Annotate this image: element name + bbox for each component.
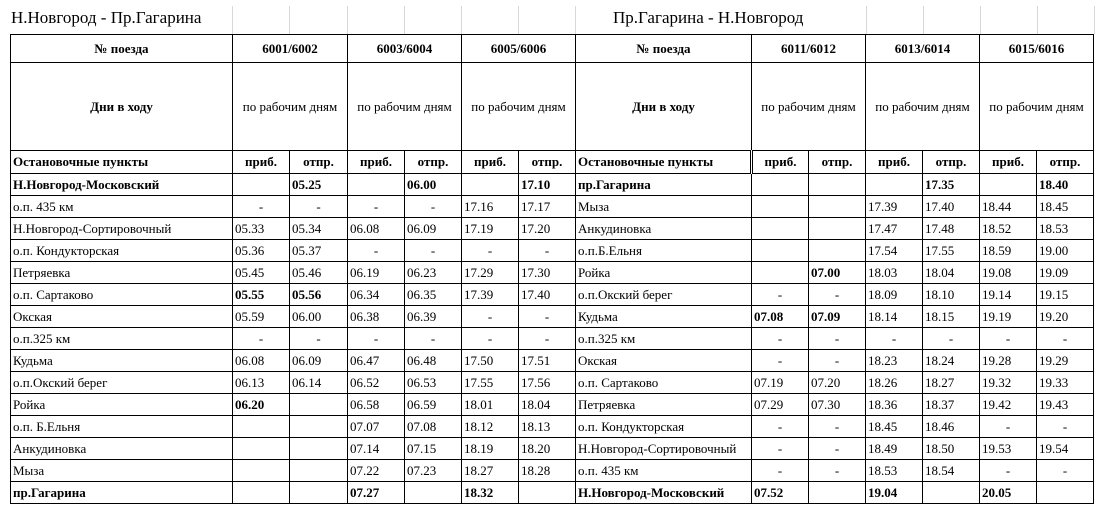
stops-header-row [11, 151, 1094, 174]
arrival-time [233, 174, 290, 196]
arrival-time: 07.27 [348, 482, 405, 504]
timetable-row [11, 350, 1094, 372]
arrival-time [233, 416, 290, 438]
train-number-row [11, 35, 1094, 63]
departure-time: 06.00 [405, 174, 462, 196]
arrival-time: 06.58 [348, 394, 405, 416]
arrival-time: 18.12 [462, 416, 519, 438]
departure-time: 19.09 [1037, 262, 1094, 284]
departure-time: 17.20 [519, 218, 576, 240]
arrival-time: 19.28 [980, 350, 1037, 372]
arrival-time: 18.01 [462, 394, 519, 416]
arrival-time: 06.19 [348, 262, 405, 284]
arrival-time [752, 240, 809, 262]
departure-time: 18.50 [923, 438, 980, 460]
departure-time: 18.20 [519, 438, 576, 460]
train-number: 6015/6016 [980, 35, 1094, 63]
departure-time [290, 394, 348, 416]
departure-time: - [809, 460, 866, 482]
arrival-time [348, 174, 405, 196]
arrival-time [233, 438, 290, 460]
arrival-time [752, 174, 809, 196]
departure-time: - [405, 196, 462, 218]
departure-time: 07.15 [405, 438, 462, 460]
arrival-time: 06.13 [233, 372, 290, 394]
station-name: Анкудиновка [576, 218, 752, 240]
departure-time: 06.53 [405, 372, 462, 394]
departure-time: 06.00 [290, 306, 348, 328]
departure-time: - [809, 350, 866, 372]
departure-time: 17.30 [519, 262, 576, 284]
arrival-time: 19.14 [980, 284, 1037, 306]
sheet-gridline [1037, 6, 1038, 34]
departure-time: - [519, 240, 576, 262]
arrival-time: 17.19 [462, 218, 519, 240]
arr-header: приб. [348, 151, 405, 174]
arrival-time: 19.42 [980, 394, 1037, 416]
arrival-time: 06.38 [348, 306, 405, 328]
arrival-time: - [752, 328, 809, 350]
arrival-time: 18.14 [866, 306, 923, 328]
title-left: Н.Новгород - Пр.Гагарина [11, 8, 202, 27]
departure-time: 17.56 [519, 372, 576, 394]
arrival-time: 18.26 [866, 372, 923, 394]
arrival-time: - [348, 196, 405, 218]
station-name: Окская [576, 350, 752, 372]
arrival-time: 17.39 [462, 284, 519, 306]
arrival-time: 18.44 [980, 196, 1037, 218]
departure-time: 18.04 [923, 262, 980, 284]
station-name: Мыза [11, 460, 233, 482]
station-name: Кудьма [11, 350, 233, 372]
arrival-time: 18.36 [866, 394, 923, 416]
departure-time: 18.04 [519, 394, 576, 416]
departure-time: 05.34 [290, 218, 348, 240]
station-name: о.п.Окский берег [576, 284, 752, 306]
station-name: о.п.Б.Ельня [576, 240, 752, 262]
running-days-label: Дни в ходу [11, 63, 233, 151]
departure-time: 18.10 [923, 284, 980, 306]
station-name: Ройка [11, 394, 233, 416]
departure-time: 19.15 [1037, 284, 1094, 306]
departure-time: 18.24 [923, 350, 980, 372]
arrival-time: 17.47 [866, 218, 923, 240]
station-name: о.п. Б.Ельня [11, 416, 233, 438]
departure-time: 19.29 [1037, 350, 1094, 372]
train-number: 6013/6014 [866, 35, 980, 63]
arrival-time: - [980, 328, 1037, 350]
departure-time: 06.23 [405, 262, 462, 284]
departure-time [923, 482, 980, 504]
sheet-gridline [1094, 6, 1095, 34]
station-name: Окская [11, 306, 233, 328]
sheet-gridline [347, 6, 348, 34]
timetable-row [11, 438, 1094, 460]
arrival-time: - [462, 328, 519, 350]
station-name: Петряевка [576, 394, 752, 416]
departure-time [809, 218, 866, 240]
departure-time: 17.55 [923, 240, 980, 262]
departure-time: 07.08 [405, 416, 462, 438]
dep-header: отпр. [809, 151, 866, 174]
train-number: 6011/6012 [752, 35, 866, 63]
departure-time [290, 416, 348, 438]
train-number: 6003/6004 [348, 35, 462, 63]
arrival-time: 18.52 [980, 218, 1037, 240]
arr-header: приб. [980, 151, 1037, 174]
arrival-time: 06.52 [348, 372, 405, 394]
timetable-row [11, 372, 1094, 394]
timetable-row [11, 174, 1094, 196]
arrival-time: - [233, 328, 290, 350]
departure-time: 18.40 [1037, 174, 1094, 196]
running-days: по рабочим дням [980, 63, 1094, 151]
arrival-time [752, 262, 809, 284]
running-days: по рабочим дням [462, 63, 576, 151]
sheet-gridline [980, 6, 981, 34]
arrival-time: - [348, 240, 405, 262]
departure-time [809, 174, 866, 196]
arrival-time [752, 196, 809, 218]
arrival-time: 19.04 [866, 482, 923, 504]
arr-header: приб. [752, 151, 809, 174]
arrival-time: 07.08 [752, 306, 809, 328]
departure-time: 07.00 [809, 262, 866, 284]
departure-time: - [519, 306, 576, 328]
stops-header: Остановочные пункты [576, 151, 752, 174]
departure-time: - [809, 328, 866, 350]
departure-time [519, 482, 576, 504]
arrival-time: 18.32 [462, 482, 519, 504]
running-days: по рабочим дням [752, 63, 866, 151]
departure-time: 18.53 [1037, 218, 1094, 240]
arrival-time: 17.54 [866, 240, 923, 262]
station-name: о.п.325 км [576, 328, 752, 350]
arrival-time: 19.32 [980, 372, 1037, 394]
dep-header: отпр. [405, 151, 462, 174]
arrival-time: 19.08 [980, 262, 1037, 284]
departure-time: 07.09 [809, 306, 866, 328]
departure-time: 19.00 [1037, 240, 1094, 262]
station-name: о.п. Сартаково [576, 372, 752, 394]
departure-time: - [809, 284, 866, 306]
running-days: по рабочим дням [866, 63, 980, 151]
station-name: о.п. 435 км [11, 196, 233, 218]
sheet-gridline [866, 6, 867, 34]
dep-header: отпр. [923, 151, 980, 174]
arrival-time: 07.22 [348, 460, 405, 482]
arrival-time: 17.50 [462, 350, 519, 372]
departure-time: 06.35 [405, 284, 462, 306]
station-name: о.п.325 км [11, 328, 233, 350]
arrival-time: 17.39 [866, 196, 923, 218]
arrival-time: - [980, 460, 1037, 482]
timetable-row [11, 284, 1094, 306]
arrival-time: 17.55 [462, 372, 519, 394]
running-days: по рабочим дням [348, 63, 462, 151]
timetable-row [11, 460, 1094, 482]
train-number: 6001/6002 [233, 35, 348, 63]
sheet-gridline [404, 6, 405, 34]
timetable-row [11, 306, 1094, 328]
arrival-time: 06.20 [233, 394, 290, 416]
arrival-time: 07.29 [752, 394, 809, 416]
dep-header: отпр. [519, 151, 576, 174]
departure-time: - [923, 328, 980, 350]
sheet-gridline [289, 6, 290, 34]
running-days-label: Дни в ходу [576, 63, 752, 151]
arrival-time: - [752, 416, 809, 438]
departure-time: 06.09 [290, 350, 348, 372]
arr-header: приб. [866, 151, 923, 174]
arrival-time: - [752, 438, 809, 460]
arrival-time: - [752, 460, 809, 482]
arrival-time: - [752, 284, 809, 306]
station-name: Н.Новгород-Московский [11, 174, 233, 196]
sheet-gridline [461, 6, 462, 34]
arr-header: приб. [462, 151, 519, 174]
departure-time: 17.35 [923, 174, 980, 196]
departure-time: 19.20 [1037, 306, 1094, 328]
title-right: Пр.Гагарина - Н.Новгород [613, 8, 804, 27]
departure-time: 06.39 [405, 306, 462, 328]
departure-time: 17.48 [923, 218, 980, 240]
departure-time: 06.14 [290, 372, 348, 394]
departure-time: 05.25 [290, 174, 348, 196]
departure-time: - [405, 240, 462, 262]
dep-header: отпр. [290, 151, 348, 174]
arrival-time: 19.53 [980, 438, 1037, 460]
departure-time: - [519, 328, 576, 350]
departure-time [809, 482, 866, 504]
arrival-time: 19.19 [980, 306, 1037, 328]
departure-time [405, 482, 462, 504]
timetable-row [11, 218, 1094, 240]
arrival-time: - [866, 328, 923, 350]
arrival-time: 18.23 [866, 350, 923, 372]
arrival-time: 06.08 [348, 218, 405, 240]
station-name: о.п. Кондукторская [11, 240, 233, 262]
station-name: о.п. Сартаково [11, 284, 233, 306]
arrival-time: 07.14 [348, 438, 405, 460]
departure-time: 06.48 [405, 350, 462, 372]
departure-time: 07.23 [405, 460, 462, 482]
arrival-time: 06.08 [233, 350, 290, 372]
arrival-time: 05.33 [233, 218, 290, 240]
arrival-time: - [233, 196, 290, 218]
departure-time: - [809, 438, 866, 460]
station-name: пр.Гагарина [11, 482, 233, 504]
arrival-time: 07.07 [348, 416, 405, 438]
arrival-time: 17.16 [462, 196, 519, 218]
arrival-time: 07.19 [752, 372, 809, 394]
station-name: Петряевка [11, 262, 233, 284]
arrival-time [462, 174, 519, 196]
arrival-time [233, 460, 290, 482]
arrival-time: 07.52 [752, 482, 809, 504]
arrival-time: 18.49 [866, 438, 923, 460]
departure-time: 17.51 [519, 350, 576, 372]
arrival-time: 20.05 [980, 482, 1037, 504]
departure-time: 19.43 [1037, 394, 1094, 416]
departure-time [290, 482, 348, 504]
departure-time: 18.28 [519, 460, 576, 482]
arrival-time: 18.19 [462, 438, 519, 460]
departure-time [809, 240, 866, 262]
arrival-time: - [980, 416, 1037, 438]
departure-time [809, 196, 866, 218]
arrival-time: 05.36 [233, 240, 290, 262]
arrival-time [233, 482, 290, 504]
station-name: Ройка [576, 262, 752, 284]
departure-time: 18.15 [923, 306, 980, 328]
arrival-time: 18.27 [462, 460, 519, 482]
arr-header: приб. [233, 151, 290, 174]
station-name: Анкудиновка [11, 438, 233, 460]
train-number: 6005/6006 [462, 35, 576, 63]
arrival-time: 18.53 [866, 460, 923, 482]
timetable [10, 34, 1094, 504]
station-name: Кудьма [576, 306, 752, 328]
timetable-row [11, 394, 1094, 416]
departure-time: 18.54 [923, 460, 980, 482]
stops-header: Остановочные пункты [11, 151, 233, 174]
arrival-time: - [348, 328, 405, 350]
timetable-row [11, 328, 1094, 350]
departure-time: 05.46 [290, 262, 348, 284]
station-name: Н.Новгород-Сортировочный [11, 218, 233, 240]
station-name: Н.Новгород-Московский [576, 482, 752, 504]
station-name: о.п. 435 км [576, 460, 752, 482]
departure-time: 18.27 [923, 372, 980, 394]
station-name: Мыза [576, 196, 752, 218]
departure-time: 18.46 [923, 416, 980, 438]
sheet-gridline [232, 6, 233, 34]
departure-time: 07.30 [809, 394, 866, 416]
departure-time: 05.37 [290, 240, 348, 262]
departure-time: 06.09 [405, 218, 462, 240]
timetable-row [11, 262, 1094, 284]
arrival-time: 06.34 [348, 284, 405, 306]
sheet-gridline [575, 6, 576, 34]
station-name: о.п.Окский берег [11, 372, 233, 394]
departure-time: 18.37 [923, 394, 980, 416]
sheet-gridline [518, 6, 519, 34]
arrival-time: 05.55 [233, 284, 290, 306]
departure-time: - [1037, 416, 1094, 438]
departure-time: 05.56 [290, 284, 348, 306]
departure-time: 19.54 [1037, 438, 1094, 460]
departure-time: - [290, 328, 348, 350]
running-days-row [11, 63, 1094, 151]
departure-time: 17.10 [519, 174, 576, 196]
timetable-row [11, 240, 1094, 262]
arrival-time: - [752, 350, 809, 372]
arrival-time: 05.45 [233, 262, 290, 284]
departure-time [290, 438, 348, 460]
running-days: по рабочим дням [233, 63, 348, 151]
train-number-label: № поезда [11, 35, 233, 63]
departure-time [1037, 482, 1094, 504]
departure-time: 17.40 [923, 196, 980, 218]
departure-time: 07.20 [809, 372, 866, 394]
departure-time: 06.59 [405, 394, 462, 416]
departure-time: 17.40 [519, 284, 576, 306]
arrival-time: 17.29 [462, 262, 519, 284]
arrival-time: 05.59 [233, 306, 290, 328]
arrival-time: 18.59 [980, 240, 1037, 262]
arrival-time [752, 218, 809, 240]
sheet-gridline [923, 6, 924, 34]
arrival-time: - [462, 240, 519, 262]
dep-header: отпр. [1037, 151, 1094, 174]
departure-time: - [290, 196, 348, 218]
departure-time: - [1037, 328, 1094, 350]
timetable-row [11, 196, 1094, 218]
departure-time: - [1037, 460, 1094, 482]
departure-time: 17.17 [519, 196, 576, 218]
timetable-row [11, 482, 1094, 504]
departure-time: - [405, 328, 462, 350]
departure-time: - [809, 416, 866, 438]
arrival-time: 18.03 [866, 262, 923, 284]
departure-time: 18.45 [1037, 196, 1094, 218]
station-name: Н.Новгород-Сортировочный [576, 438, 752, 460]
arrival-time: 06.47 [348, 350, 405, 372]
arrival-time: - [462, 306, 519, 328]
departure-time: 18.13 [519, 416, 576, 438]
arrival-time: 18.09 [866, 284, 923, 306]
departure-time: 19.33 [1037, 372, 1094, 394]
arrival-time: 18.45 [866, 416, 923, 438]
station-name: пр.Гагарина [576, 174, 752, 196]
departure-time [290, 460, 348, 482]
arrival-time [980, 174, 1037, 196]
timetable-row [11, 416, 1094, 438]
train-number-label: № поезда [576, 35, 752, 63]
arrival-time [866, 174, 923, 196]
station-name: о.п. Кондукторская [576, 416, 752, 438]
